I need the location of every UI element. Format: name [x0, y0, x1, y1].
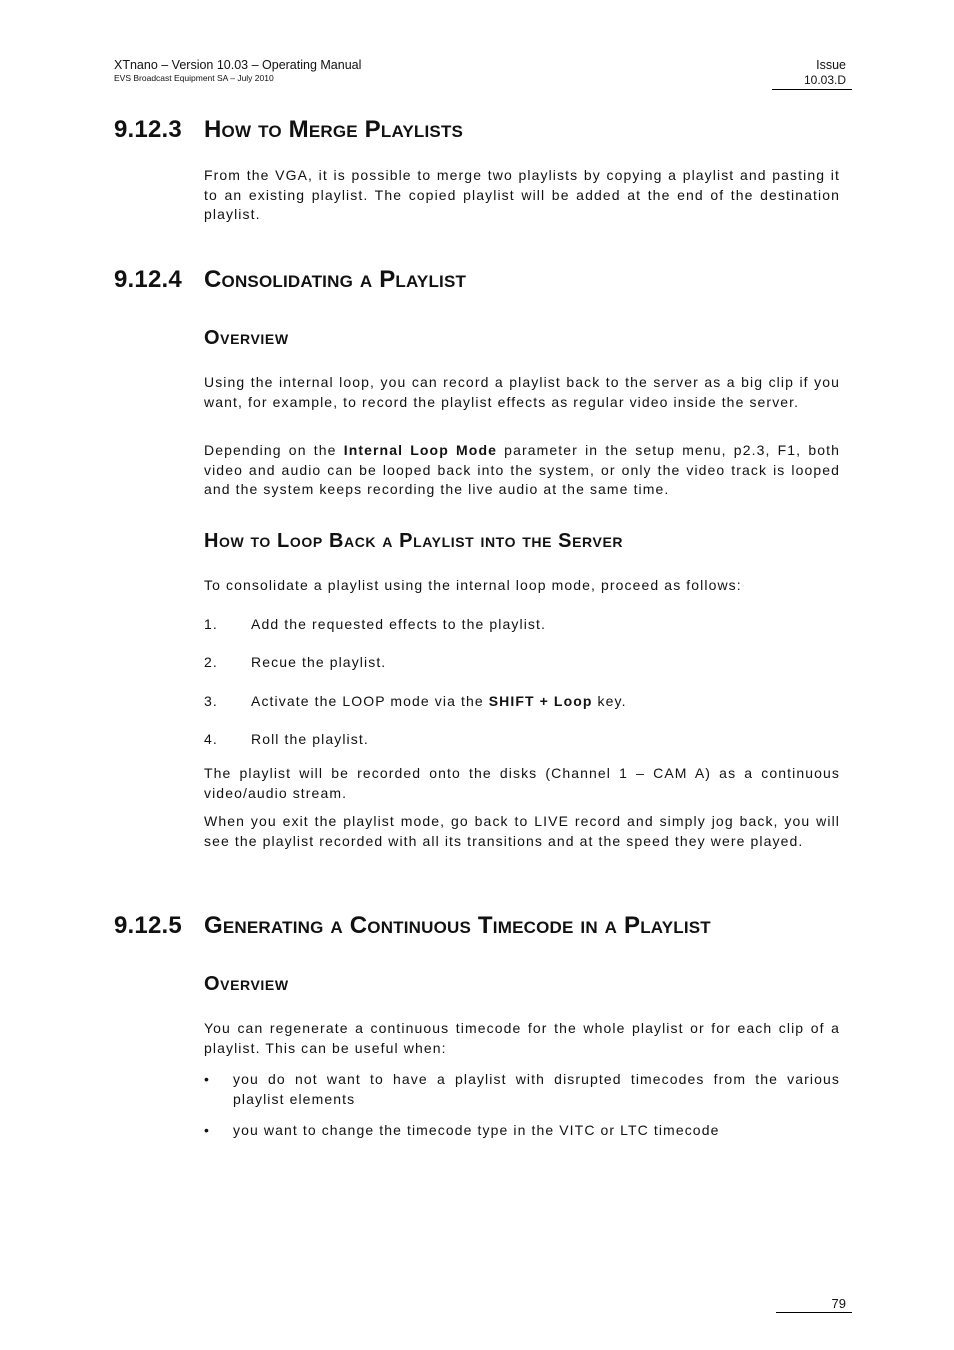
section-number: 9.12.4 [114, 266, 182, 293]
bullet-item: • you do not want to have a playlist with disrupted timecodes from the various playlist elements [204, 1071, 840, 1107]
result-paragraph-2: When you exit the playlist mode, go back to LIVE record and simply jog back, you will see the playlist recorded with all its transitions and at the speed they were played. [204, 813, 840, 849]
overview-paragraph-1: Using the internal loop, you can record a playlist back to the server as a big clip if you want, for example, to record the playlist effects as regular video inside the server. [204, 374, 840, 410]
bullet-item: • you want to change the timecode type in the VITC or LTC timecode [204, 1122, 720, 1138]
subheading-loop-back: How to Loop Back a Playlist into the Server [204, 530, 624, 552]
key-combination: SHIFT + Loop [488, 693, 593, 709]
section-title: Generating a Continuous Timecode in a Playlist [204, 912, 711, 939]
section-title: Consolidating a Playlist [204, 266, 467, 293]
parameter-name: Internal Loop Mode [343, 442, 497, 458]
timecode-overview-paragraph: You can regenerate a continuous timecode for the whole playlist or for each clip of a playlist. This can be useful when: [204, 1020, 840, 1056]
list-item: 4. Roll the playlist. [204, 731, 369, 747]
running-header [114, 58, 361, 84]
section-heading-9-12-4 [114, 266, 466, 294]
overview-paragraph-2: Depending on the Internal Loop Mode parameter in the setup menu, p2.3, F1, both video and audio can be looped back into the system, or only the video track is looped and the system keeps recording the live audio at the same time. [204, 442, 840, 497]
result-paragraph-1: The playlist will be recorded onto the disks (Channel 1 – CAM A) as a continuous video/audio stream. [204, 765, 840, 801]
section-heading-9-12-5 [114, 912, 711, 940]
issue-version: 10.03.D [772, 73, 852, 90]
page-footer [776, 1296, 852, 1313]
loop-intro: To consolidate a playlist using the internal loop mode, proceed as follows: [204, 577, 742, 593]
subheading-overview: Overview [204, 973, 289, 995]
bullet-icon: • [204, 1071, 211, 1087]
merge-paragraph: From the VGA, it is possible to merge two playlists by copying a playlist and pasting it to an existing playlist. The copied playlist will be added at the end of the destination playlist. [204, 167, 840, 222]
document-title: XTnano – Version 10.03 – Operating Manual [114, 58, 362, 72]
issue-label: Issue [816, 58, 846, 72]
list-item: 3. Activate the LOOP mode via the SHIFT + Loop key. [204, 693, 627, 709]
page-number: 79 [831, 1296, 846, 1311]
section-title: How to Merge Playlists [204, 116, 464, 143]
issue-block [772, 58, 852, 90]
list-item: 1. Add the requested effects to the playlist. [204, 616, 546, 632]
list-item: 2. Recue the playlist. [204, 654, 387, 670]
document-subtitle: EVS Broadcast Equipment SA – July 2010 [114, 73, 274, 83]
subheading-overview: Overview [204, 327, 289, 349]
bullet-icon: • [204, 1122, 211, 1138]
section-number: 9.12.3 [114, 116, 182, 143]
section-number: 9.12.5 [114, 912, 182, 939]
section-heading-9-12-3 [114, 116, 463, 144]
